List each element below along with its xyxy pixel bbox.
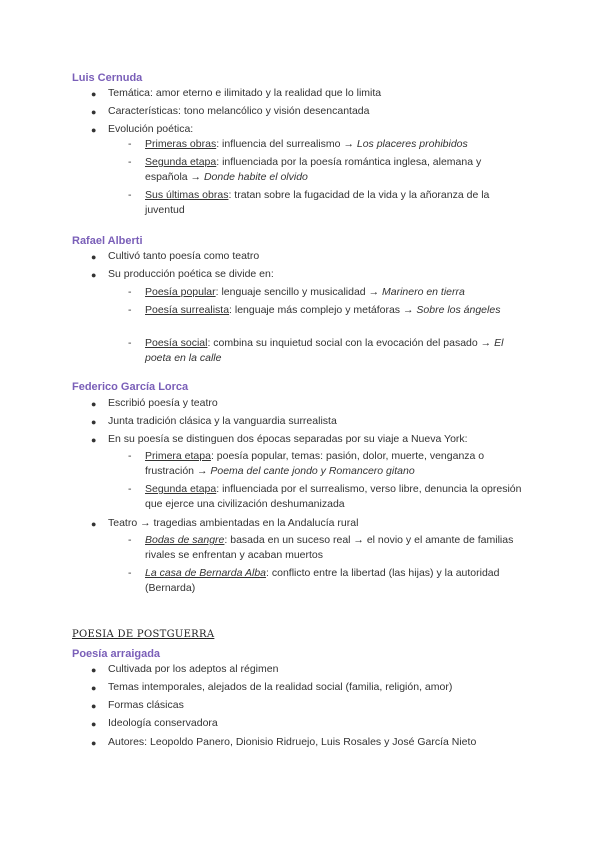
sub-item <box>145 137 525 152</box>
list-item: En su poesía se distinguen dos épocas separadas por su viaje a Nueva York: <box>108 433 468 445</box>
sub-item-label: La casa de Bernarda Alba <box>145 567 267 579</box>
sub-item <box>145 566 525 596</box>
heading-alberti: Rafael Alberti <box>72 235 143 247</box>
sub-item <box>145 188 525 218</box>
work-title: Poema del cante jondo y Romancero gitano <box>210 465 415 477</box>
list-item: Características: tono melancólico y visión desencantada <box>108 105 370 117</box>
arrow: → <box>477 337 495 349</box>
dash: - <box>128 286 132 298</box>
bullet: ● <box>91 435 97 445</box>
work-title: Sobre los ángeles <box>416 304 501 316</box>
bullet: ● <box>91 701 97 711</box>
list-item: Ideología conservadora <box>108 717 218 729</box>
list-item: Temática: amor eterno e ilimitado y la realidad que lo limita <box>108 87 382 99</box>
arrow: → <box>343 138 357 150</box>
bullet: ● <box>91 270 97 280</box>
sub-item-label: Primera etapa <box>145 450 211 462</box>
sub-item-text: : lenguaje más complejo y metáforas <box>229 304 403 316</box>
bullet: ● <box>91 89 97 99</box>
bullet: ● <box>91 399 97 409</box>
sub-item-text: : influenciada por el surrealismo, verso libre, denuncia la opresión que ejerce una civilización deshumanizada <box>145 483 522 510</box>
sub-item-text: : influencia del surrealismo <box>216 138 344 150</box>
dash: - <box>128 189 132 201</box>
sub-item <box>145 482 525 512</box>
work-title: Marinero en tierra <box>381 286 465 298</box>
dash: - <box>128 304 132 316</box>
sub-item-label: Segunda etapa <box>145 483 217 495</box>
sub-item <box>145 533 525 563</box>
arrow: → <box>196 465 211 477</box>
bullet: ● <box>91 719 97 729</box>
list-item: Junta tradición clásica y la vanguardia surrealista <box>108 415 337 427</box>
bullet: ● <box>91 107 97 117</box>
list-item: Formas clásicas <box>108 699 184 711</box>
sub-item <box>145 449 525 479</box>
list-item: Cultivó tanto poesía como teatro <box>108 250 260 262</box>
dash: - <box>128 534 132 546</box>
sub-item <box>145 155 525 185</box>
arrow: → <box>368 286 382 298</box>
dash: - <box>128 156 132 168</box>
sub-item-label: Poesía social <box>145 337 208 349</box>
dash: - <box>128 450 132 462</box>
sub-item-label: Sus últimas obras <box>145 189 229 201</box>
sub-item <box>145 285 525 300</box>
list-item: Temas intemporales, alejados de la realidad social (familia, religión, amor) <box>108 681 453 693</box>
work-title: El poeta en la calle <box>145 337 504 364</box>
dash: - <box>128 337 132 349</box>
work-title: Los placeres prohibidos <box>356 138 468 150</box>
dash: - <box>128 483 132 495</box>
sub-item-text: : lenguaje sencillo y musicalidad <box>215 286 369 298</box>
sub-item-text: : conflicto entre la libertad (las hijas) y la autoridad (Bernarda) <box>145 567 500 594</box>
list-item: Autores: Leopoldo Panero, Dionisio Ridruejo, Luis Rosales y José García Nieto <box>108 736 477 748</box>
heading-cernuda: Luis Cernuda <box>72 72 143 84</box>
sub-item-label: Poesía popular <box>145 286 216 298</box>
heading-lorca: Federico García Lorca <box>72 381 189 393</box>
list-item: Evolución poética: <box>108 123 194 135</box>
heading-poesia-arraigada: Poesía arraigada <box>72 648 161 660</box>
sub-item-text: : poesía popular, temas: pasión, dolor, muerte, venganza o frustración <box>145 450 485 477</box>
bullet: ● <box>91 683 97 693</box>
sub-item-text: : combina su inquietud social con la evocación del pasado <box>207 337 478 349</box>
sub-item-label: Bodas de sangre <box>145 534 225 546</box>
sub-item-label: Segunda etapa <box>145 156 217 168</box>
section-title: POESIA DE POSTGUERRA <box>72 629 215 640</box>
bullet: ● <box>91 519 97 529</box>
sub-item-text: : tratan sobre la fugacidad de la vida y la añoranza de la juventud <box>145 189 490 216</box>
sub-item-label: Poesía surrealista <box>145 304 230 316</box>
dash: - <box>128 567 132 579</box>
sub-item <box>145 336 525 366</box>
list-item: Su producción poética se divide en: <box>108 268 274 280</box>
list-item: Cultivada por los adeptos al régimen <box>108 663 279 675</box>
sub-item-label: Primeras obras <box>145 138 217 150</box>
bullet: ● <box>91 417 97 427</box>
list-item: Escribió poesía y teatro <box>108 397 218 409</box>
sub-item-text: : influenciada por la poesía romántica inglesa, alemana y española <box>145 156 482 183</box>
work-title: Donde habite el olvido <box>203 171 308 183</box>
arrow: → <box>402 304 417 316</box>
bullet: ● <box>91 665 97 675</box>
list-item: Teatro → tragedias ambientadas en la Andalucía rural <box>108 517 359 529</box>
dash: - <box>128 138 132 150</box>
bullet: ● <box>91 738 97 748</box>
bullet: ● <box>91 125 97 135</box>
bullet: ● <box>91 252 97 262</box>
sub-item <box>145 303 525 318</box>
arrow: → <box>190 171 204 183</box>
sub-item-text: : basada en un suceso real → el novio y el amante de familias rivales se enfrentan y acaban muertos <box>145 534 514 561</box>
